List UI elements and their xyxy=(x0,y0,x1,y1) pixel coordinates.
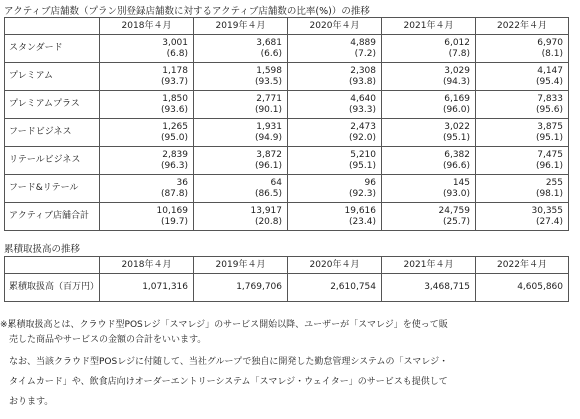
store-count: 3,681 xyxy=(256,37,282,48)
cell-value xyxy=(476,203,569,231)
footnote-line: おります。 xyxy=(0,397,54,407)
cell-value xyxy=(288,35,382,63)
footnote-line: なお、当該クラウド型POSレジに付随して、当社グループで独自に開発した勤怠管理システムの「スマレジ・ xyxy=(0,357,449,367)
store-count: 19,616 xyxy=(344,205,376,216)
table-row xyxy=(5,274,569,302)
store-count: 145 xyxy=(452,177,470,188)
store-count: 96 xyxy=(364,177,376,188)
cell-value xyxy=(100,203,194,231)
active-ratio: (25.7) xyxy=(442,216,470,227)
store-count: 3,029 xyxy=(444,65,470,76)
header-2022: 2022年４月 xyxy=(476,257,569,274)
cell-value xyxy=(100,91,194,119)
active-ratio: (95.0) xyxy=(160,132,188,143)
active-ratio: (19.7) xyxy=(160,216,188,227)
row-label: リテールビジネス xyxy=(5,147,100,175)
cumulative-volume-table xyxy=(4,256,569,302)
active-ratio: (94.3) xyxy=(442,76,470,87)
store-count: 6,382 xyxy=(444,149,470,160)
cell-value xyxy=(476,35,569,63)
cell-value xyxy=(194,203,288,231)
store-count: 1,178 xyxy=(162,65,188,76)
store-count: 24,759 xyxy=(438,205,470,216)
active-ratio: (96.3) xyxy=(160,160,188,171)
cell-value: 1,769,706 xyxy=(194,274,288,302)
active-ratio: (8.1) xyxy=(541,48,563,59)
store-count: 1,850 xyxy=(162,93,188,104)
cell-value xyxy=(288,203,382,231)
active-ratio: (96.1) xyxy=(535,160,563,171)
header-2020: 2020年４月 xyxy=(288,18,382,35)
cell-value xyxy=(288,175,382,203)
header-2018: 2018年４月 xyxy=(100,257,194,274)
active-stores-table xyxy=(4,17,569,231)
table-row xyxy=(5,147,569,175)
header-corner xyxy=(5,257,100,274)
store-count: 64 xyxy=(270,177,282,188)
store-count: 3,872 xyxy=(256,149,282,160)
footnote-line: ※累積取扱高とは、クラウド型POSレジ「スマレジ」のサービス開始以降、ユーザーが「スマレジ」を使って販 xyxy=(0,320,448,330)
active-ratio: (95.4) xyxy=(535,76,563,87)
store-count: 2,839 xyxy=(162,149,188,160)
active-ratio: (96.0) xyxy=(442,104,470,115)
store-count: 10,169 xyxy=(156,205,188,216)
store-count: 1,931 xyxy=(256,121,282,132)
store-count: 2,473 xyxy=(350,121,376,132)
table-row xyxy=(5,63,569,91)
store-count: 2,308 xyxy=(350,65,376,76)
store-count: 3,022 xyxy=(444,121,470,132)
table1-title: アクティブ店舗数（プラン別登録店舗数に対するアクティブ店舗数の比率(%)）の推移 xyxy=(4,6,370,17)
table-row xyxy=(5,91,569,119)
store-count: 1,265 xyxy=(162,121,188,132)
active-ratio: (96.6) xyxy=(442,160,470,171)
cell-value xyxy=(194,35,288,63)
active-ratio: (92.0) xyxy=(348,132,376,143)
active-ratio: (98.1) xyxy=(535,188,563,199)
table-row xyxy=(5,35,569,63)
active-ratio: (95.1) xyxy=(348,160,376,171)
cell-value xyxy=(194,63,288,91)
active-ratio: (95.1) xyxy=(442,132,470,143)
active-ratio: (20.8) xyxy=(254,216,282,227)
active-ratio: (93.5) xyxy=(254,76,282,87)
row-label: フードビジネス xyxy=(5,119,100,147)
store-count: 3,875 xyxy=(537,121,563,132)
cell-value xyxy=(288,119,382,147)
header-2018: 2018年４月 xyxy=(100,18,194,35)
store-count: 6,169 xyxy=(444,93,470,104)
header-2019: 2019年４月 xyxy=(194,257,288,274)
cell-value xyxy=(382,63,476,91)
active-ratio: (93.6) xyxy=(160,104,188,115)
header-2021: 2021年４月 xyxy=(382,18,476,35)
store-count: 6,012 xyxy=(444,37,470,48)
cell-value xyxy=(288,91,382,119)
active-ratio: (86.5) xyxy=(254,188,282,199)
cell-value xyxy=(476,119,569,147)
store-count: 30,355 xyxy=(531,205,563,216)
store-count: 7,475 xyxy=(537,149,563,160)
cell-value: 4,605,860 xyxy=(476,274,569,302)
row-label: スタンダード xyxy=(5,35,100,63)
cell-value xyxy=(382,203,476,231)
footnote-line: 売した商品やサービスの金額の合計をいいます。 xyxy=(0,335,207,345)
store-count: 7,833 xyxy=(537,93,563,104)
cell-value xyxy=(100,35,194,63)
cell-value xyxy=(382,35,476,63)
store-count: 6,970 xyxy=(537,37,563,48)
row-label: フード&リテール xyxy=(5,175,100,203)
active-ratio: (95.6) xyxy=(535,104,563,115)
active-ratio: (23.4) xyxy=(348,216,376,227)
table-row xyxy=(5,203,569,231)
cell-value xyxy=(476,91,569,119)
cell-value xyxy=(382,175,476,203)
cell-value xyxy=(100,63,194,91)
table-header-row xyxy=(5,257,569,274)
cell-value xyxy=(194,91,288,119)
row-label: プレミアムプラス xyxy=(5,91,100,119)
active-ratio: (93.0) xyxy=(442,188,470,199)
table-row xyxy=(5,119,569,147)
cell-value xyxy=(382,119,476,147)
active-ratio: (87.8) xyxy=(160,188,188,199)
cell-value xyxy=(382,147,476,175)
store-count: 36 xyxy=(176,177,188,188)
active-ratio: (6.6) xyxy=(260,48,282,59)
cell-value: 3,468,715 xyxy=(382,274,476,302)
cell-value xyxy=(100,119,194,147)
store-count: 3,001 xyxy=(162,37,188,48)
header-2022: 2022年４月 xyxy=(476,18,569,35)
footnote-line: タイムカード」や、飲食店向けオーダーエントリーシステム「スマレジ・ウェイター」のサービスも提供して xyxy=(0,377,448,387)
cell-value xyxy=(288,63,382,91)
store-count: 2,771 xyxy=(256,93,282,104)
active-ratio: (93.8) xyxy=(348,76,376,87)
header-2021: 2021年４月 xyxy=(382,257,476,274)
active-ratio: (94.9) xyxy=(254,132,282,143)
active-ratio: (27.4) xyxy=(535,216,563,227)
store-count: 4,147 xyxy=(537,65,563,76)
active-ratio: (96.1) xyxy=(254,160,282,171)
cell-value xyxy=(476,63,569,91)
header-2019: 2019年４月 xyxy=(194,18,288,35)
cell-value xyxy=(100,175,194,203)
cell-value xyxy=(476,147,569,175)
store-count: 4,640 xyxy=(350,93,376,104)
store-count: 255 xyxy=(545,177,563,188)
active-ratio: (93.3) xyxy=(348,104,376,115)
cell-value xyxy=(194,119,288,147)
header-2020: 2020年４月 xyxy=(288,257,382,274)
active-ratio: (7.2) xyxy=(354,48,376,59)
cell-value: 1,071,316 xyxy=(100,274,194,302)
active-ratio: (7.8) xyxy=(448,48,470,59)
cell-value xyxy=(100,147,194,175)
cell-value xyxy=(288,147,382,175)
cell-value xyxy=(194,147,288,175)
active-ratio: (95.1) xyxy=(535,132,563,143)
store-count: 5,210 xyxy=(350,149,376,160)
table2-title: 累積取扱高の推移 xyxy=(4,244,81,255)
cell-value xyxy=(194,175,288,203)
active-ratio: (6.8) xyxy=(166,48,188,59)
cell-value xyxy=(476,175,569,203)
cell-value xyxy=(382,91,476,119)
row-label: アクティブ店舗合計 xyxy=(5,203,100,231)
store-count: 1,598 xyxy=(256,65,282,76)
row-label: 累積取扱高（百万円） xyxy=(5,274,100,302)
header-corner xyxy=(5,18,100,35)
store-count: 4,889 xyxy=(350,37,376,48)
active-ratio: (93.7) xyxy=(160,76,188,87)
active-ratio: (92.3) xyxy=(348,188,376,199)
cell-value: 2,610,754 xyxy=(288,274,382,302)
table-row xyxy=(5,175,569,203)
table-header-row xyxy=(5,18,569,35)
row-label: プレミアム xyxy=(5,63,100,91)
active-ratio: (90.1) xyxy=(254,104,282,115)
store-count: 13,917 xyxy=(250,205,282,216)
